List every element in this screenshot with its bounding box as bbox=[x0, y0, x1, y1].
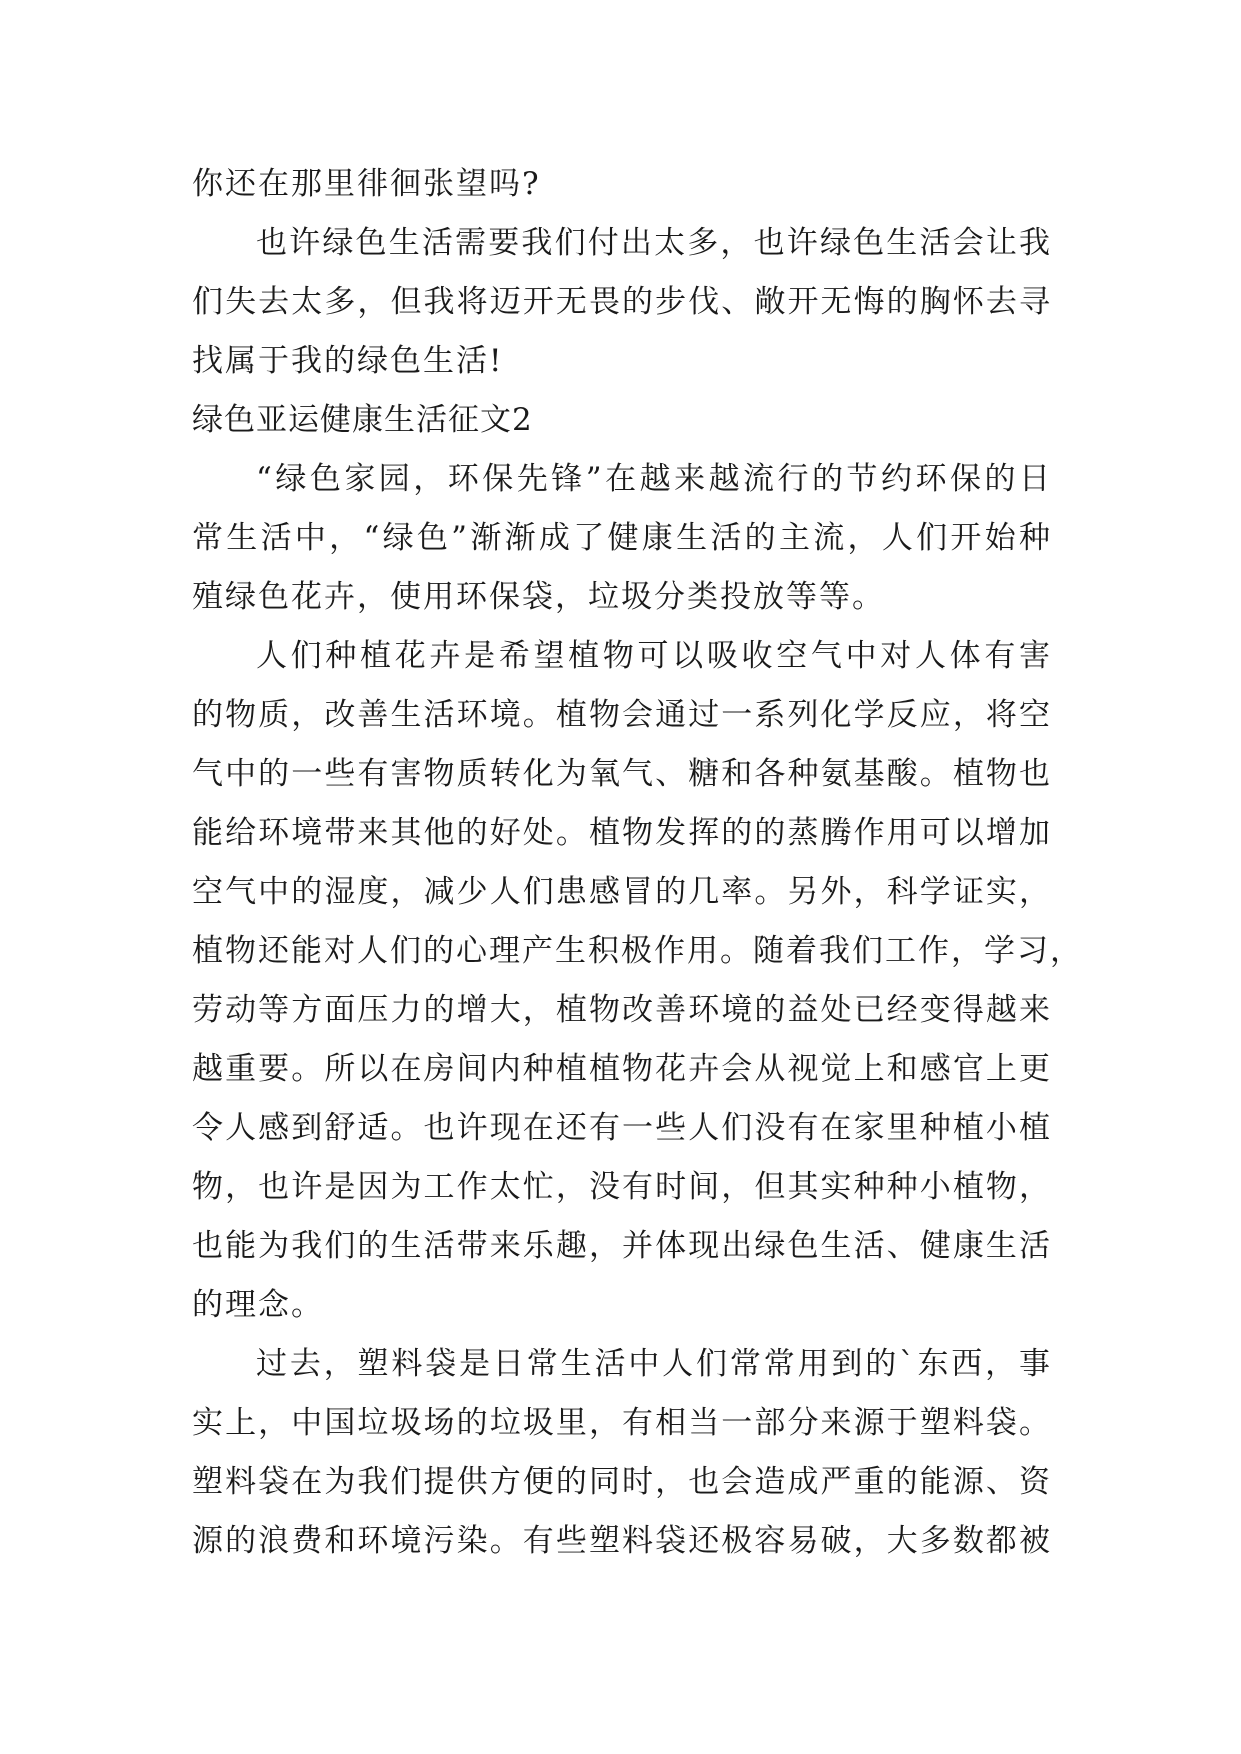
text-line: 找属于我的绿色生活! bbox=[192, 343, 504, 379]
text-line: 也能为我们的生活带来乐趣，并体现出绿色生活、健康生活 bbox=[192, 1228, 1052, 1264]
text-line: 塑料袋在为我们提供方便的同时，也会造成严重的能源、资 bbox=[192, 1464, 1052, 1500]
text-line: 的物质，改善生活环境。植物会通过一系列化学反应，将空 bbox=[192, 697, 1052, 733]
text-line: 实上，中国垃圾场的垃圾里，有相当一部分来源于塑料袋。 bbox=[192, 1405, 1052, 1441]
paragraph-first-line: 人们种植花卉是希望植物可以吸收空气中对人体有害 bbox=[256, 638, 1052, 674]
text-line: 常生活中，“绿色”渐渐成了健康生活的主流，人们开始种 bbox=[192, 520, 1052, 556]
text-line: 源的浪费和环境污染。有些塑料袋还极容易破，大多数都被 bbox=[192, 1523, 1052, 1559]
text-line: 们失去太多，但我将迈开无畏的步伐、敞开无悔的胸怀去寻 bbox=[192, 284, 1052, 320]
text-line: 令人感到舒适。也许现在还有一些人们没有在家里种植小植 bbox=[192, 1110, 1052, 1146]
text-line: 殖绿色花卉，使用环保袋，垃圾分类投放等等。 bbox=[192, 579, 885, 615]
text-line: 空气中的湿度，减少人们患感冒的几率。另外，科学证实， bbox=[192, 874, 1052, 910]
text-line: 你还在那里徘徊张望吗? bbox=[192, 166, 541, 202]
paragraph-first-line: 也许绿色生活需要我们付出太多，也许绿色生活会让我 bbox=[256, 225, 1052, 261]
paragraph-first-line: 过去，塑料袋是日常生活中人们常常用到的`东西，事 bbox=[256, 1346, 1052, 1382]
text-line: 气中的一些有害物质转化为氧气、糖和各种氨基酸。植物也 bbox=[192, 756, 1052, 792]
document-body bbox=[192, 155, 1083, 1571]
section-heading: 绿色亚运健康生活征文2 bbox=[192, 402, 533, 438]
text-line: 劳动等方面压力的增大，植物改善环境的益处已经变得越来 bbox=[192, 992, 1052, 1028]
text-line: 能给环境带来其他的好处。植物发挥的的蒸腾作用可以增加 bbox=[192, 815, 1052, 851]
text-line: 越重要。所以在房间内种植植物花卉会从视觉上和感官上更 bbox=[192, 1051, 1052, 1087]
text-line: 的理念。 bbox=[192, 1287, 324, 1323]
text-line: 植物还能对人们的心理产生积极作用。随着我们工作，学习， bbox=[192, 933, 1083, 969]
text-line: 物，也许是因为工作太忙，没有时间，但其实种种小植物， bbox=[192, 1169, 1052, 1205]
paragraph-first-line: “绿色家园，环保先锋”在越来越流行的节约环保的日 bbox=[256, 461, 1052, 497]
